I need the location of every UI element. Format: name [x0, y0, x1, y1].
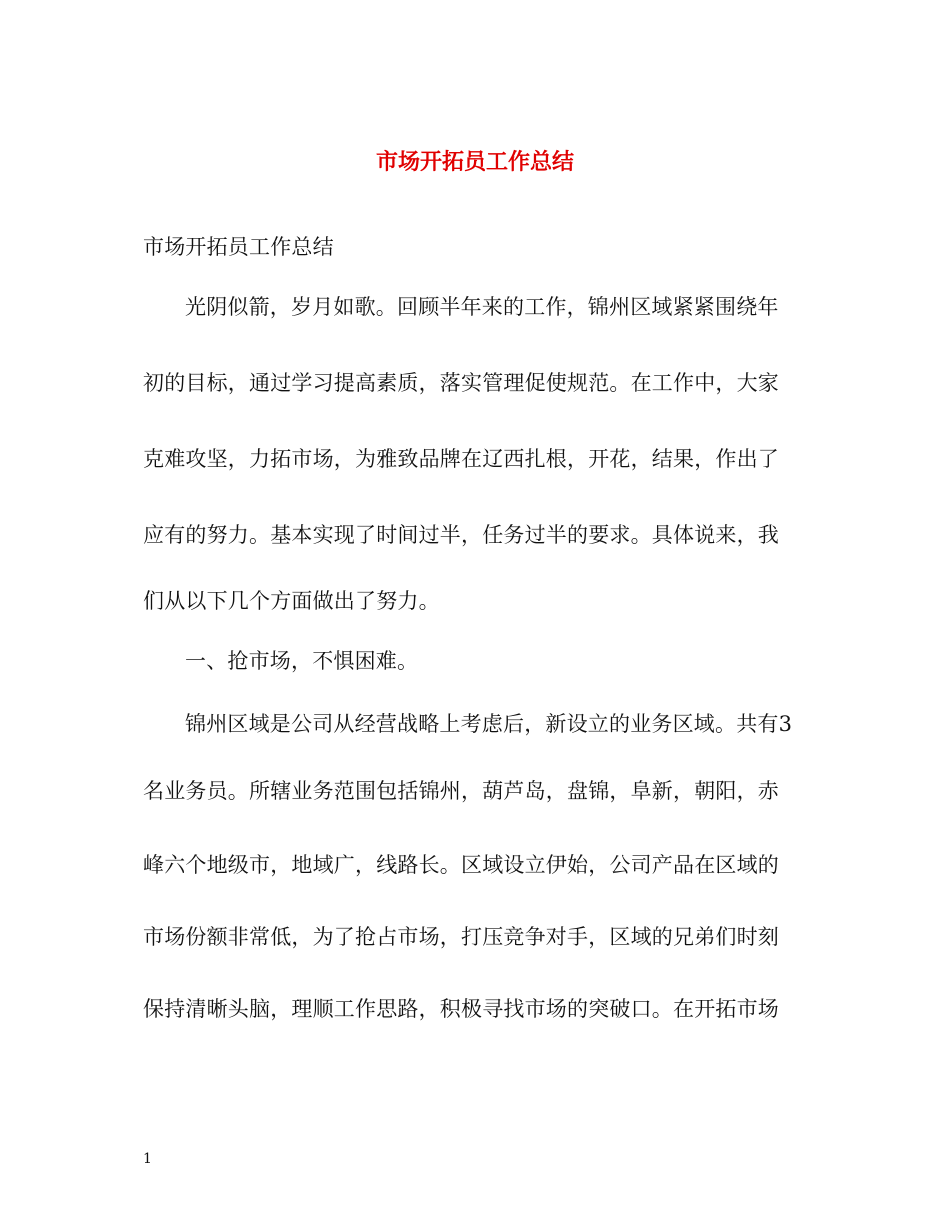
paragraph-line: 锦州区域是公司从经营战略上考虑后，新设立的业务区域。共有3 — [185, 712, 793, 736]
section-heading: 一、抢市场，不惧困难。 — [185, 649, 419, 673]
paragraph-line: 们从以下几个方面做出了努力。 — [143, 589, 440, 613]
paragraph-line: 应有的努力。基本实现了时间过半，任务过半的要求。具体说来，我 — [143, 523, 779, 547]
paragraph-line: 初的目标，通过学习提高素质，落实管理促使规范。在工作中，大家 — [143, 371, 779, 395]
document-subtitle: 市场开拓员工作总结 — [143, 235, 334, 259]
paragraph-line: 峰六个地级市，地域广，线路长。区域设立伊始，公司产品在区域的 — [143, 853, 779, 877]
document-title: 市场开拓员工作总结 — [375, 149, 574, 175]
page-number: 1 — [143, 1151, 152, 1167]
paragraph-line: 保持清晰头脑，理顺工作思路，积极寻找市场的突破口。在开拓市场 — [143, 997, 779, 1021]
paragraph-line: 名业务员。所辖业务范围包括锦州，葫芦岛，盘锦，阜新，朝阳，赤 — [143, 779, 779, 803]
paragraph-line: 市场份额非常低，为了抢占市场，打压竞争对手，区域的兄弟们时刻 — [143, 925, 779, 949]
paragraph-line: 克难攻坚，力拓市场，为雅致品牌在辽西扎根，开花，结果，作出了 — [143, 447, 779, 471]
paragraph-line: 光阴似箭，岁月如歌。回顾半年来的工作，锦州区域紧紧围绕年 — [185, 295, 779, 319]
